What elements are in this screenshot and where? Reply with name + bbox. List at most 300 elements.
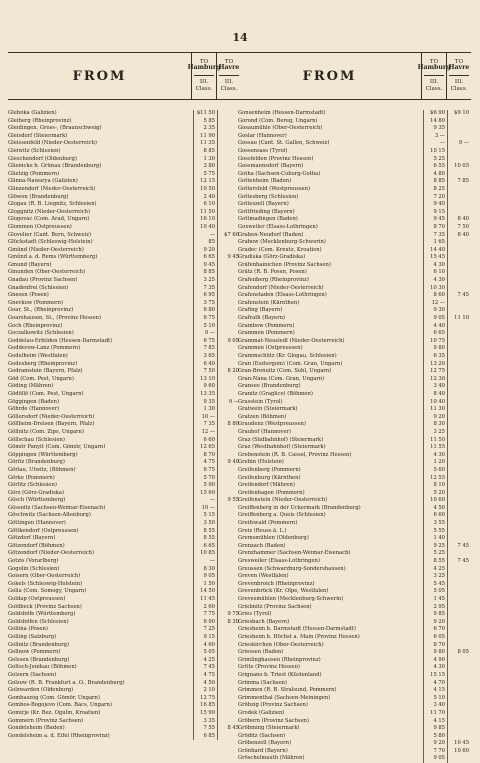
origin-place: Greifenhagen (Pommern) bbox=[238, 489, 305, 496]
origin-place: Gradec (Com. Kreutz, Kroatien) bbox=[238, 246, 322, 253]
havre-fare bbox=[447, 330, 471, 338]
havre-fare bbox=[447, 269, 471, 277]
origin-place: Golzern (Sachsen) bbox=[8, 671, 57, 678]
hamburg-fare: 11 50 bbox=[193, 209, 217, 217]
fare-row bbox=[238, 140, 471, 148]
fare-row bbox=[238, 520, 471, 528]
hamburg-fare: — bbox=[193, 558, 217, 566]
origin-place: Gollnow (Pommern) bbox=[8, 649, 61, 656]
fare-row bbox=[238, 512, 471, 520]
fare-row bbox=[8, 232, 241, 240]
hamburg-fare: 1 50 bbox=[193, 581, 217, 589]
hamburg-fare: 7 75 bbox=[193, 611, 217, 619]
fare-row bbox=[238, 748, 471, 756]
fare-row bbox=[238, 710, 471, 718]
fare-row bbox=[238, 368, 471, 376]
origin-place: Grafendorf (Nieder-Oesterreich) bbox=[238, 284, 324, 291]
hamburg-fare: 1 30 bbox=[193, 406, 217, 414]
fare-row bbox=[8, 239, 241, 247]
hamburg-fare: 4 40 bbox=[423, 323, 447, 331]
origin-place: Goczalkowitz (Schlesien) bbox=[8, 330, 74, 337]
fare-row bbox=[8, 611, 241, 619]
havre-column-header: TO Havre III. Class. bbox=[216, 53, 241, 99]
origin-place: Glogau (R. B. Liegnitz, Schlesien) bbox=[8, 201, 97, 208]
hamburg-fare: 10 85 bbox=[193, 550, 217, 558]
fare-row bbox=[238, 657, 471, 665]
fare-row bbox=[8, 490, 241, 498]
havre-fare bbox=[447, 680, 471, 688]
origin-place: Granitz (Graglice) (Böhmen) bbox=[238, 390, 313, 397]
fare-row bbox=[8, 429, 241, 437]
havre-fare bbox=[447, 702, 471, 710]
hamburg-fare: 4 50 bbox=[423, 505, 447, 513]
hamburg-fare: 7 20 bbox=[423, 194, 447, 202]
hamburg-fare: 9 80 bbox=[423, 649, 447, 657]
origin-place: Grimma (Sachsen) bbox=[238, 679, 287, 686]
origin-place: Greussen (Schwarzburg-Sondershausen) bbox=[238, 565, 346, 572]
fare-row bbox=[238, 224, 471, 232]
fare-row bbox=[238, 232, 471, 240]
hamburg-fare: 9 85 bbox=[423, 725, 447, 733]
origin-place: Gresweiler (Elsass-Lothringen) bbox=[238, 558, 320, 565]
hamburg-fare: 3 25 bbox=[193, 277, 217, 285]
havre-fare bbox=[447, 512, 471, 520]
origin-place: Gossensass (Tyrol) bbox=[238, 147, 288, 154]
fare-row bbox=[238, 596, 471, 604]
origin-place: Götzdorf (Bayern) bbox=[8, 535, 56, 542]
fare-row bbox=[8, 148, 241, 156]
hamburg-fare: 6 40 bbox=[193, 361, 217, 369]
fare-row bbox=[8, 406, 241, 414]
fare-row bbox=[238, 725, 471, 733]
fare-row bbox=[8, 664, 241, 672]
fare-row bbox=[8, 535, 241, 543]
havre-fare bbox=[447, 171, 471, 179]
havre-fare bbox=[447, 467, 471, 475]
hamburg-fare: 4 30 bbox=[423, 452, 447, 460]
havre-fare bbox=[447, 710, 471, 718]
hamburg-fare: 11 90 bbox=[193, 133, 217, 141]
havre-fare bbox=[447, 186, 471, 194]
fare-row bbox=[8, 642, 241, 650]
hamburg-fare: 12 — bbox=[193, 429, 217, 437]
origin-place: Gnadau (Provinz Sachsen) bbox=[8, 277, 78, 284]
page-number: 14 bbox=[232, 31, 248, 44]
origin-place: Gödöllö (Com. Pest, Ungarn) bbox=[8, 390, 84, 397]
hamburg-fare: 9 05 bbox=[423, 315, 447, 323]
hamburg-fare: 7 35 bbox=[193, 421, 217, 429]
hamburg-fare: 8 70 bbox=[193, 452, 217, 460]
origin-place: Grebin (Holstein) bbox=[238, 459, 284, 466]
origin-place: Gröbzig (Provinz Sachsen) bbox=[238, 702, 308, 709]
fare-row bbox=[8, 178, 241, 186]
hamburg-fare: 8 40 bbox=[423, 391, 447, 399]
origin-place: Griessen (Baden) bbox=[238, 649, 284, 656]
havre-fare: 8 20 bbox=[217, 368, 241, 376]
origin-place: Grimmen (R. B. Stralsund, Pommern) bbox=[238, 687, 337, 694]
fare-row bbox=[238, 505, 471, 513]
right-column bbox=[238, 52, 471, 763]
fare-row bbox=[238, 588, 471, 596]
origin-place: Grieskirchen (Ober-Oesterreich) bbox=[238, 641, 324, 648]
origin-place: Graz (Westbahnhof) (Steiermark) bbox=[238, 444, 326, 451]
fare-row bbox=[238, 740, 471, 748]
havre-fare: 8 30 bbox=[217, 619, 241, 627]
origin-place: Göhrde (Hannover) bbox=[8, 406, 60, 413]
havre-fare bbox=[447, 353, 471, 361]
hamburg-fare: 1 45 bbox=[423, 596, 447, 604]
origin-place: Gröbern (Provinz Sachsen) bbox=[238, 717, 310, 724]
hamburg-fare: 6 75 bbox=[193, 338, 217, 346]
hamburg-fare: 4 60 bbox=[193, 642, 217, 650]
hamburg-fare: 15 90 bbox=[193, 710, 217, 718]
origin-place: Gombos-Bogojevo (Com. Bács, Ungarn) bbox=[8, 702, 112, 709]
fare-row bbox=[238, 566, 471, 574]
origin-place: Gmund (Bayern) bbox=[8, 261, 52, 268]
havre-fare bbox=[447, 626, 471, 634]
havre-fare bbox=[447, 566, 471, 574]
fare-row bbox=[8, 558, 241, 566]
hamburg-fare: 4 30 bbox=[423, 664, 447, 672]
origin-place: Gömör Panyit (Com. Gömör, Ungarn) bbox=[8, 444, 106, 451]
hamburg-fare: 5 70 bbox=[193, 475, 217, 483]
fare-row bbox=[238, 634, 471, 642]
hamburg-fare: 9 20 bbox=[423, 619, 447, 627]
havre-fare: 9 40 bbox=[217, 459, 241, 467]
hamburg-fare: 13 35 bbox=[193, 391, 217, 399]
havre-fare bbox=[447, 490, 471, 498]
origin-place: Gloggnitz (Nieder-Oesterreich) bbox=[8, 208, 91, 215]
havre-fare: 11 10 bbox=[447, 315, 471, 323]
origin-place: Gräfenhainichen (Provinz Sachsen) bbox=[238, 261, 331, 268]
origin-place: Göttingen (Hannover) bbox=[8, 520, 66, 527]
origin-place: Gleidingen, Gross-, (Braunschweig) bbox=[8, 125, 102, 132]
hamburg-fare: 12 55 bbox=[423, 475, 447, 483]
havre-fare bbox=[447, 421, 471, 429]
fare-row bbox=[8, 201, 241, 209]
havre-column-header: TO Havre III. Class. bbox=[446, 53, 471, 99]
hamburg-fare: 9 20 bbox=[193, 247, 217, 255]
hamburg-fare: 10 15 bbox=[423, 148, 447, 156]
havre-fare bbox=[447, 345, 471, 353]
hamburg-fare: 1 40 bbox=[423, 535, 447, 543]
fare-row bbox=[238, 718, 471, 726]
hamburg-fare: — bbox=[423, 140, 447, 148]
origin-place: Gradiska (Görz-Gradiska) bbox=[238, 254, 306, 261]
hamburg-fare: 8 10 bbox=[423, 482, 447, 490]
origin-place: Goisern (Ober-Oesterreich) bbox=[8, 573, 81, 580]
fare-row bbox=[8, 292, 241, 300]
origin-place: Goldshöfe (Württemberg) bbox=[8, 611, 76, 618]
havre-fare: 9 55 bbox=[217, 497, 241, 505]
fare-row bbox=[8, 361, 241, 369]
origin-place: Göschwitz (Sachsen-Altenburg) bbox=[8, 512, 91, 519]
havre-fare bbox=[447, 718, 471, 726]
fare-row bbox=[238, 452, 471, 460]
havre-fare bbox=[447, 323, 471, 331]
hamburg-fare: 9 15 bbox=[193, 634, 217, 642]
havre-fare bbox=[447, 133, 471, 141]
origin-place: Griesheim b. Höchst a. Main (Provinz Hessen) bbox=[238, 633, 360, 640]
origin-place: Gleboka (Galizien) bbox=[8, 110, 57, 116]
fare-row bbox=[238, 475, 471, 483]
havre-fare bbox=[447, 194, 471, 202]
left-column bbox=[8, 52, 241, 740]
fare-row bbox=[238, 642, 471, 650]
fare-row bbox=[238, 429, 471, 437]
origin-place: Goddelau-Erfelden (Hessen-Darmstadt) bbox=[8, 337, 113, 344]
hamburg-fare: 9 30 bbox=[423, 307, 447, 315]
fare-row bbox=[8, 702, 241, 710]
havre-fare bbox=[447, 239, 471, 247]
fare-row bbox=[8, 140, 241, 148]
havre-fare bbox=[447, 520, 471, 528]
hamburg-fare: 12 75 bbox=[193, 695, 217, 703]
fare-row bbox=[8, 186, 241, 194]
hamburg-fare: 11 35 bbox=[193, 140, 217, 148]
fare-row bbox=[8, 414, 241, 422]
fare-row bbox=[238, 269, 471, 277]
fare-row bbox=[238, 391, 471, 399]
origin-place: Grasstein (Tyrol) bbox=[238, 398, 283, 405]
hamburg-fare: 16 10 bbox=[193, 216, 217, 224]
origin-place: Godesberg (Rheinprovinz) bbox=[8, 360, 78, 367]
origin-place: Gleiwitz (Schlesien) bbox=[8, 147, 61, 154]
havre-fare bbox=[447, 262, 471, 270]
fare-row bbox=[238, 292, 471, 300]
fare-row bbox=[238, 626, 471, 634]
fare-row bbox=[238, 437, 471, 445]
origin-place: Grafrath (Bayern) bbox=[238, 315, 286, 322]
hamburg-fare: 10 75 bbox=[423, 338, 447, 346]
fare-row bbox=[238, 300, 471, 308]
fare-row bbox=[238, 376, 471, 384]
hamburg-fare: 1 65 bbox=[423, 239, 447, 247]
origin-place: Göding (Mähren) bbox=[8, 383, 54, 390]
fare-row bbox=[8, 695, 241, 703]
hamburg-fare: 7 35 bbox=[423, 232, 447, 240]
fare-row bbox=[238, 414, 471, 422]
fare-row bbox=[8, 163, 241, 171]
origin-place: Gotzis (Vorarlberg) bbox=[8, 558, 59, 565]
origin-place: Göllnitz (Com. Zips, Ungarn) bbox=[8, 428, 84, 435]
hamburg-fare: 85 bbox=[193, 239, 217, 247]
origin-place: Golssen (Brandenburg) bbox=[8, 656, 70, 663]
havre-fare bbox=[447, 452, 471, 460]
origin-place: Grebenstein (R. B. Cassel, Provinz Hessen) bbox=[238, 451, 352, 458]
fare-row bbox=[8, 475, 241, 483]
fare-row bbox=[238, 459, 471, 467]
origin-place: Glietzig (Pommern) bbox=[8, 170, 60, 177]
origin-place: Gnadenfrei (Schlesien) bbox=[8, 284, 69, 291]
hamburg-fare: 5 85 bbox=[193, 118, 217, 126]
fare-row bbox=[238, 330, 471, 338]
origin-place: Goslar (Hannover) bbox=[238, 132, 287, 139]
hamburg-fare: 11 70 bbox=[423, 710, 447, 718]
origin-place: Graben-Neudorf (Baden) bbox=[238, 231, 304, 238]
fare-row bbox=[8, 596, 241, 604]
havre-fare: 8 40 bbox=[447, 232, 471, 240]
origin-place: Golling (Salzburg) bbox=[8, 633, 57, 640]
origin-place: Görlau, Utwitz, (Böhmen) bbox=[8, 466, 76, 473]
hamburg-fare: 14 40 bbox=[423, 247, 447, 255]
origin-place: Grimmenthal (Sachsen-Meiningen) bbox=[238, 694, 331, 701]
hamburg-fare: 7 70 bbox=[423, 748, 447, 756]
fare-row bbox=[8, 133, 241, 141]
origin-place: Gosaumühle (Ober-Oesterreich) bbox=[238, 125, 323, 132]
hamburg-fare: 6 05 bbox=[423, 634, 447, 642]
origin-place: Greifswald (Pommern) bbox=[238, 520, 298, 527]
origin-place: Glovelier (Cant. Bern, Schweiz) bbox=[8, 231, 91, 238]
hamburg-fare: 8 25 bbox=[423, 186, 447, 194]
hamburg-fare: 6 10 bbox=[423, 269, 447, 277]
hamburg-fare: 2 35 bbox=[193, 125, 217, 133]
origin-place: Gossmannsdorf (Bayern) bbox=[238, 163, 304, 170]
hamburg-fare: 6 90 bbox=[193, 619, 217, 627]
fare-row bbox=[238, 687, 471, 695]
fare-row bbox=[8, 520, 241, 528]
origin-place: Gotteszell (Bayern) bbox=[238, 201, 289, 208]
fare-row bbox=[238, 262, 471, 270]
origin-place: Göllschau (Schlesien) bbox=[8, 436, 65, 443]
havre-fare: 9 05 bbox=[217, 338, 241, 346]
fare-row bbox=[8, 459, 241, 467]
origin-place: Grauhof (Hannover) bbox=[238, 428, 292, 435]
hamburg-fare: 8 30 bbox=[193, 566, 217, 574]
hamburg-fare: 16 85 bbox=[193, 702, 217, 710]
origin-place: Grafenstein (Kärnthen) bbox=[238, 299, 300, 306]
havre-fare bbox=[447, 285, 471, 293]
origin-place: Gotha (Sachsen-Coburg-Gotha) bbox=[238, 170, 321, 177]
hamburg-column-header: TO Hamburg III. Class. bbox=[191, 53, 216, 99]
from-heading: FROM bbox=[72, 68, 127, 84]
fare-row bbox=[8, 285, 241, 293]
left-table-header bbox=[8, 52, 241, 100]
origin-place: Gommern (Provinz Sachsen) bbox=[8, 717, 84, 724]
fare-row bbox=[238, 558, 471, 566]
fare-row bbox=[238, 216, 471, 224]
fare-row bbox=[8, 482, 241, 490]
origin-place: Göttkendorf (Ostpreussen) bbox=[8, 527, 79, 534]
hamburg-fare: 7 25 bbox=[193, 626, 217, 634]
havre-fare bbox=[447, 672, 471, 680]
fare-row bbox=[238, 497, 471, 505]
origin-place: Glöwen (Brandenburg) bbox=[8, 193, 69, 200]
hamburg-column-header: TO Hamburg III. Class. bbox=[421, 53, 446, 99]
fare-row bbox=[238, 323, 471, 331]
hamburg-fare: $6 90 bbox=[423, 110, 447, 118]
hamburg-fare: 7 45 bbox=[193, 664, 217, 672]
origin-place: Greiffenberg a. Queis (Schlesien) bbox=[238, 512, 326, 519]
hamburg-fare: 9 35 bbox=[423, 125, 447, 133]
hamburg-fare: 4 70 bbox=[423, 680, 447, 688]
origin-place: Grafenstaden (Elsass-Lothringen) bbox=[238, 292, 327, 299]
origin-place: Golzow (R. B. Frankfurt a. O., Brandenburg) bbox=[8, 679, 125, 686]
fare-row bbox=[8, 254, 241, 262]
havre-fare bbox=[447, 444, 471, 452]
hamburg-fare: 5 10 bbox=[423, 695, 447, 703]
hamburg-fare: 5 90 bbox=[193, 482, 217, 490]
hamburg-fare: 2 40 bbox=[193, 194, 217, 202]
fare-row bbox=[8, 649, 241, 657]
hamburg-fare: 12 75 bbox=[423, 368, 447, 376]
havre-fare bbox=[447, 581, 471, 589]
hamburg-fare: 8 60 bbox=[423, 292, 447, 300]
hamburg-fare: 3 25 bbox=[423, 573, 447, 581]
hamburg-fare: 6 55 bbox=[423, 163, 447, 171]
fare-row bbox=[8, 528, 241, 536]
hamburg-fare: 9 85 bbox=[423, 611, 447, 619]
havre-fare bbox=[447, 429, 471, 437]
hamburg-fare: 8 30 bbox=[423, 421, 447, 429]
fare-row bbox=[8, 543, 241, 551]
fare-row bbox=[8, 277, 241, 285]
fare-row bbox=[238, 604, 471, 612]
havre-fare bbox=[447, 642, 471, 650]
fare-row bbox=[8, 315, 241, 323]
origin-place: Gottmadingen (Baden) bbox=[238, 216, 298, 223]
hamburg-fare: 7 50 bbox=[193, 368, 217, 376]
origin-place: Greifenberg (Pommern) bbox=[238, 466, 301, 473]
havre-fare: 9 — bbox=[447, 140, 471, 148]
hamburg-fare: 6 65 bbox=[193, 254, 217, 262]
origin-place: Göppingen (Württemberg) bbox=[8, 451, 78, 458]
fare-row bbox=[238, 171, 471, 179]
fare-row bbox=[238, 277, 471, 285]
hamburg-fare: 4 75 bbox=[193, 672, 217, 680]
hamburg-fare: 7 55 bbox=[193, 725, 217, 733]
fare-row bbox=[238, 285, 471, 293]
fare-row bbox=[238, 194, 471, 202]
havre-fare bbox=[447, 459, 471, 467]
origin-place: Griebnitz (Provinz Sachsen) bbox=[238, 603, 312, 610]
origin-place: Gröditz (Sachsen) bbox=[238, 732, 286, 739]
havre-fare bbox=[447, 596, 471, 604]
fare-row bbox=[8, 733, 241, 741]
fare-row bbox=[8, 194, 241, 202]
origin-place: Gogolin (Schlesien) bbox=[8, 565, 60, 572]
hamburg-fare: 9 25 bbox=[423, 543, 447, 551]
hamburg-fare: 15 60 bbox=[193, 490, 217, 498]
hamburg-fare: 9 45 bbox=[193, 262, 217, 270]
origin-place: Göd (Com. Pest, Ungarn) bbox=[8, 375, 74, 382]
origin-place: Grevesmühlen (Mecklenburg-Schwerin) bbox=[238, 596, 344, 602]
fare-row bbox=[8, 209, 241, 217]
havre-fare bbox=[447, 664, 471, 672]
fare-row bbox=[8, 634, 241, 642]
origin-place: Greifenburg (Kärnthen) bbox=[238, 474, 301, 481]
hamburg-fare: 13 20 bbox=[423, 361, 447, 369]
havre-fare bbox=[447, 604, 471, 612]
fare-row bbox=[8, 421, 241, 429]
hamburg-fare: 3 40 bbox=[423, 702, 447, 710]
origin-place: Gollina (Posen) bbox=[8, 626, 48, 633]
hamburg-fare: 12 — bbox=[423, 300, 447, 308]
hamburg-fare: 5 05 bbox=[193, 649, 217, 657]
havre-fare bbox=[447, 535, 471, 543]
fare-row bbox=[238, 133, 471, 141]
origin-place: Göllheim-Dreisen (Bayern, Pfalz) bbox=[8, 421, 95, 428]
havre-fare bbox=[447, 156, 471, 164]
origin-place: Gondelsheim (Baden) bbox=[8, 725, 65, 732]
fare-row bbox=[238, 254, 471, 262]
fare-row bbox=[238, 338, 471, 346]
fare-row bbox=[8, 725, 241, 733]
havre-fare: $9 10 bbox=[447, 110, 471, 118]
fare-row bbox=[8, 330, 241, 338]
hamburg-fare: 8 85 bbox=[193, 148, 217, 156]
origin-place: Gmünd a. d. Rems (Württemberg) bbox=[8, 254, 98, 261]
